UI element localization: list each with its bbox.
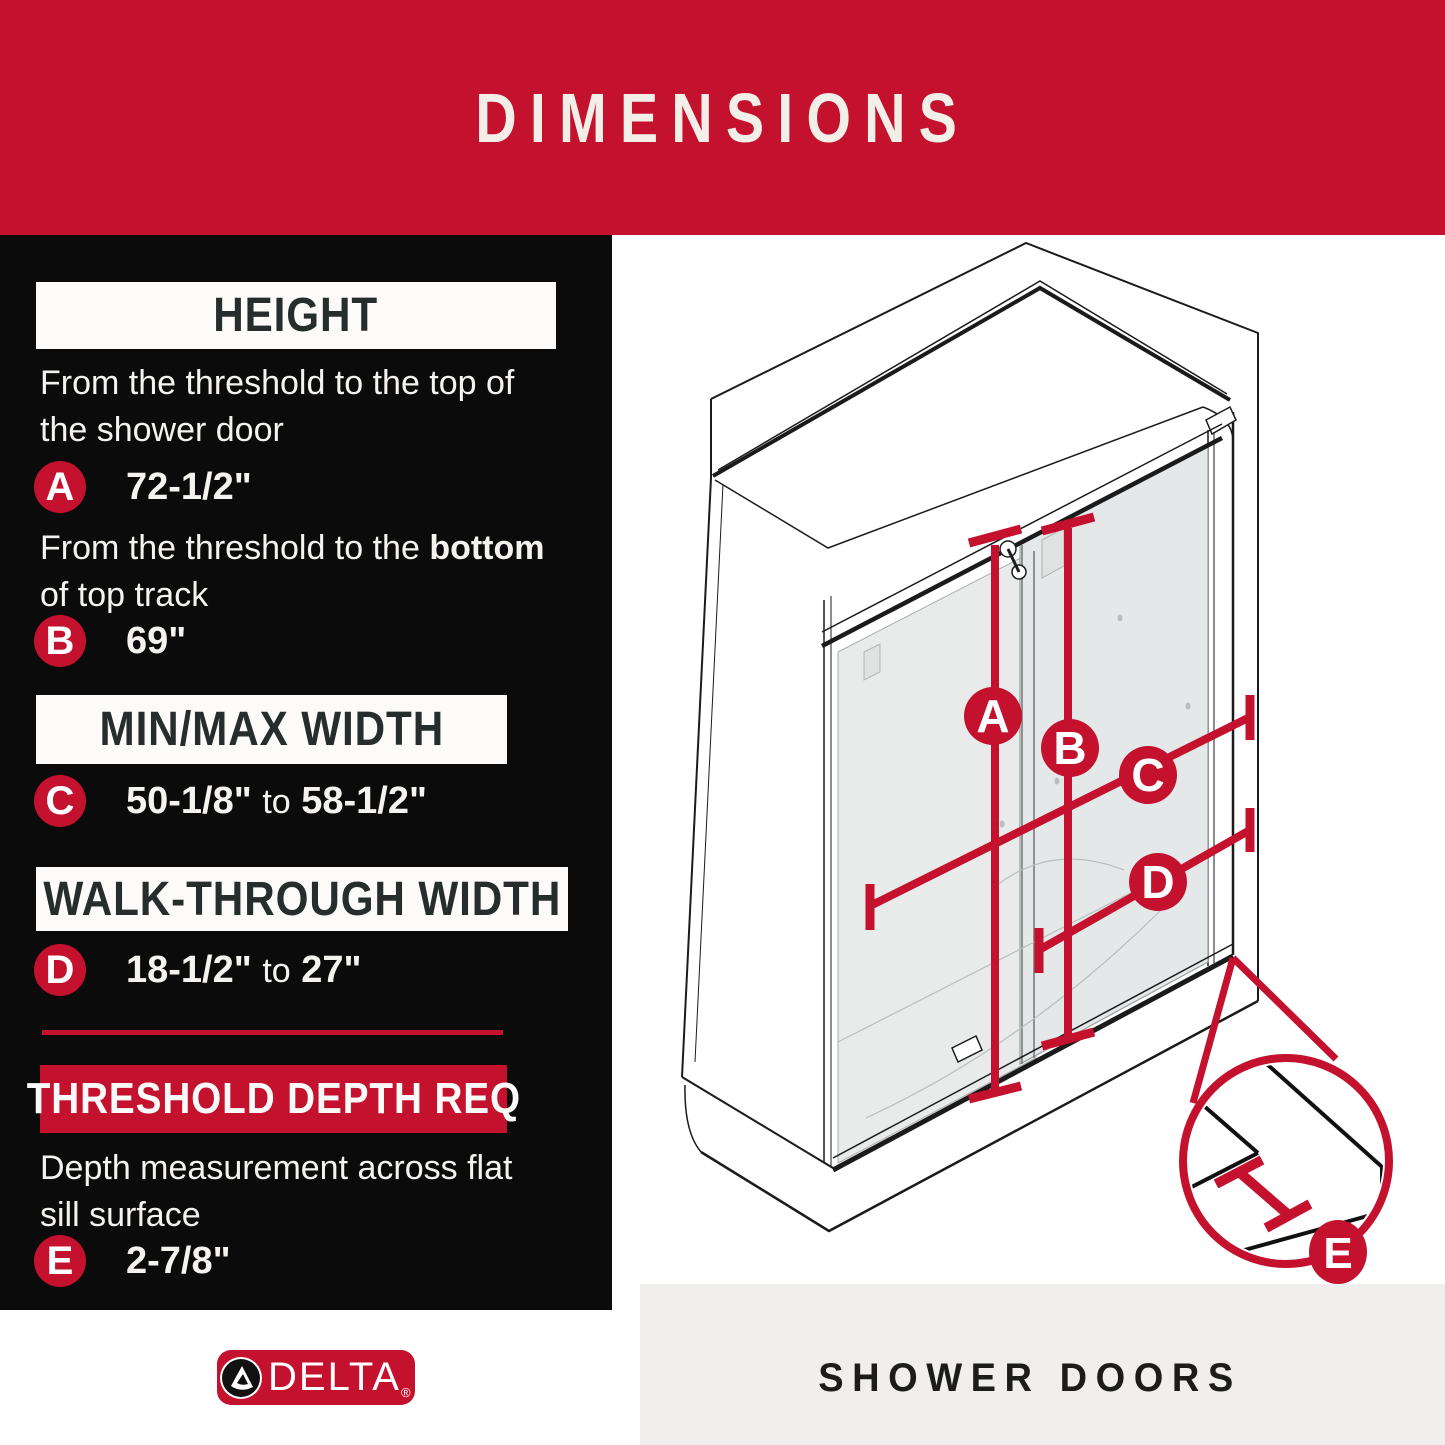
dimension-row-c — [34, 775, 427, 827]
dimension-row-e — [34, 1235, 231, 1287]
delta-triangle-icon — [220, 1357, 262, 1399]
title-banner — [0, 0, 1445, 235]
threshold-desc-line2: sill surface — [40, 1196, 201, 1234]
dimension-row-a — [34, 461, 252, 513]
value-e: 2-7/8" — [126, 1239, 231, 1282]
value-d — [126, 949, 362, 992]
height-description-b — [40, 525, 545, 619]
page-title: DIMENSIONS — [475, 78, 970, 157]
dimension-row-d — [34, 944, 362, 996]
height-description-a — [40, 360, 514, 454]
marker-c-label: C — [1131, 749, 1165, 801]
marker-b-label: B — [1053, 722, 1087, 774]
value-c-joiner: to — [262, 782, 291, 821]
threshold-desc-line1: Depth measurement across flat — [40, 1149, 513, 1187]
badge-d: D — [34, 944, 86, 996]
walkthrough-section-header — [36, 867, 568, 931]
threshold-section-header — [26, 1065, 521, 1133]
height-desc-b-line2: of top track — [40, 576, 209, 614]
registered-mark: ® — [401, 1385, 411, 1400]
minmax-section-header — [36, 695, 507, 764]
threshold-detail-lens — [1180, 958, 1390, 1284]
shower-door-diagram — [650, 235, 1445, 1315]
marker-a-label: A — [976, 690, 1010, 742]
marker-e-label: E — [1323, 1229, 1353, 1278]
value-d-joiner: to — [262, 951, 291, 990]
badge-c: C — [34, 775, 86, 827]
value-c-from: 50-1/8" — [126, 779, 252, 822]
specs-panel — [0, 235, 612, 1310]
dimension-row-b — [34, 615, 186, 667]
threshold-description — [40, 1145, 512, 1239]
walkthrough-header-label: WALK-THROUGH WIDTH — [43, 872, 561, 926]
badge-a: A — [34, 461, 86, 513]
threshold-header-label: THRESHOLD DEPTH REQ — [26, 1074, 521, 1123]
height-desc-b-bold: bottom — [429, 529, 545, 567]
delta-logo — [217, 1350, 415, 1405]
height-header-label: HEIGHT — [213, 289, 379, 342]
height-section-header — [36, 282, 556, 349]
category-label: SHOWER DOORS — [818, 1356, 1242, 1400]
value-a: 72-1/2" — [126, 465, 252, 508]
value-c-to: 58-1/2" — [301, 779, 428, 822]
value-d-to: 27" — [301, 948, 362, 991]
value-c — [126, 780, 427, 823]
height-desc-a-line2: the shower door — [40, 411, 284, 449]
section-divider — [42, 1030, 503, 1035]
height-desc-a-line1: From the threshold to the top of — [40, 364, 515, 402]
badge-e: E — [34, 1235, 86, 1287]
height-desc-b-part1: From the threshold to the — [40, 529, 430, 567]
delta-wordmark: DELTA — [268, 1355, 401, 1399]
value-d-from: 18-1/2" — [126, 948, 252, 991]
marker-d-label: D — [1141, 856, 1175, 908]
value-b: 69" — [126, 619, 187, 662]
badge-b: B — [34, 615, 86, 667]
minmax-header-label: MIN/MAX WIDTH — [99, 703, 444, 756]
